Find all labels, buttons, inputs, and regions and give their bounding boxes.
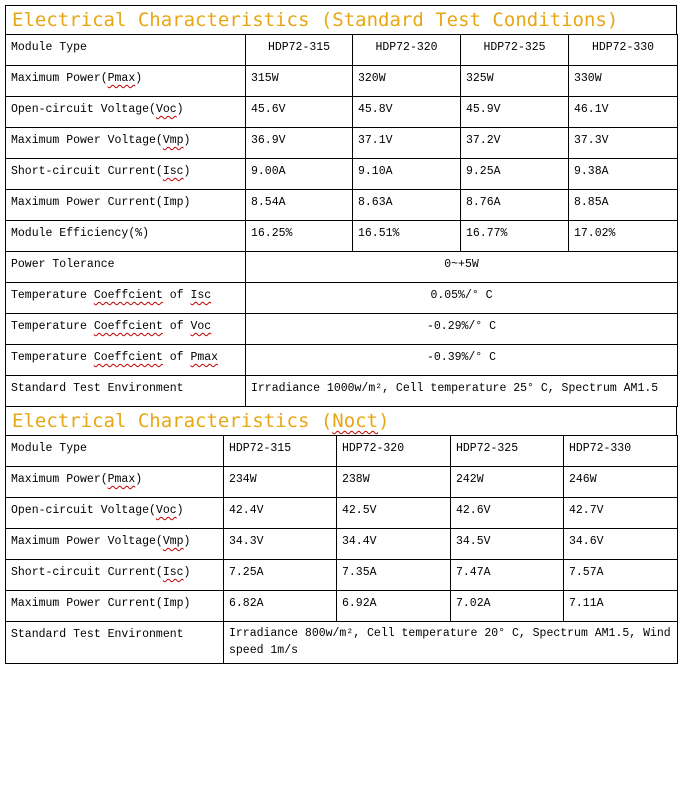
table-row	[6, 467, 678, 498]
model-cell: HDP72-315	[246, 35, 353, 66]
value-cell: 16.77%	[461, 221, 569, 252]
value-cell: 330W	[569, 66, 678, 97]
row-label: Maximum Power Voltage(Vmp)	[6, 128, 246, 159]
value-cell: 45.6V	[246, 97, 353, 128]
row-label: Temperature Coeffcient of Isc	[6, 283, 246, 314]
row-label: Module Efficiency(%)	[6, 221, 246, 252]
value-cell: 45.8V	[353, 97, 461, 128]
value-cell: 34.4V	[337, 529, 451, 560]
value-cell: 46.1V	[569, 97, 678, 128]
row-label: Open-circuit Voltage(Voc)	[6, 498, 224, 529]
table-row	[6, 190, 678, 221]
table-row	[6, 159, 678, 190]
model-cell: HDP72-330	[564, 436, 678, 467]
value-cell: 238W	[337, 467, 451, 498]
value-cell: 325W	[461, 66, 569, 97]
value-cell: 34.6V	[564, 529, 678, 560]
table-row	[6, 529, 678, 560]
value-cell: 6.92A	[337, 591, 451, 622]
table-row	[6, 498, 678, 529]
model-cell: HDP72-315	[224, 436, 337, 467]
merged-value-cell: 0~+5W	[246, 252, 678, 283]
stc-header-row	[6, 35, 678, 66]
row-label: Maximum Power(Pmax)	[6, 66, 246, 97]
table-row	[6, 283, 678, 314]
noct-header-row	[6, 436, 678, 467]
row-label: Maximum Power Current(Imp)	[6, 190, 246, 221]
value-cell: 42.7V	[564, 498, 678, 529]
value-cell: 45.9V	[461, 97, 569, 128]
model-cell: HDP72-330	[569, 35, 678, 66]
merged-value-cell: 0.05%/° C	[246, 283, 678, 314]
value-cell: 315W	[246, 66, 353, 97]
value-cell: 37.2V	[461, 128, 569, 159]
value-cell: 34.5V	[451, 529, 564, 560]
row-label: Short-circuit Current(Isc)	[6, 159, 246, 190]
value-cell: 8.76A	[461, 190, 569, 221]
value-cell: 7.57A	[564, 560, 678, 591]
row-label: Maximum Power Voltage(Vmp)	[6, 529, 224, 560]
table-row	[6, 252, 678, 283]
value-cell: 7.25A	[224, 560, 337, 591]
row-label: Standard Test Environment	[6, 622, 224, 664]
table-row	[6, 591, 678, 622]
value-cell: 36.9V	[246, 128, 353, 159]
environment-cell: Irradiance 1000w/m², Cell temperature 25° C, Spectrum AM1.5	[246, 376, 678, 407]
table-row	[6, 128, 678, 159]
value-cell: 242W	[451, 467, 564, 498]
value-cell: 7.35A	[337, 560, 451, 591]
merged-value-cell: -0.39%/° C	[246, 345, 678, 376]
value-cell: 37.1V	[353, 128, 461, 159]
value-cell: 34.3V	[224, 529, 337, 560]
value-cell: 17.02%	[569, 221, 678, 252]
value-cell: 9.10A	[353, 159, 461, 190]
value-cell: 7.47A	[451, 560, 564, 591]
row-label: Module Type	[6, 35, 246, 66]
value-cell: 16.25%	[246, 221, 353, 252]
row-label: Maximum Power Current(Imp)	[6, 591, 224, 622]
model-cell: HDP72-320	[337, 436, 451, 467]
table-row	[6, 66, 678, 97]
value-cell: 8.63A	[353, 190, 461, 221]
value-cell: 320W	[353, 66, 461, 97]
stc-section-title: Electrical Characteristics (Standard Test Conditions)	[5, 5, 677, 34]
row-label: Temperature Coeffcient of Voc	[6, 314, 246, 345]
row-label: Module Type	[6, 436, 224, 467]
table-row	[6, 345, 678, 376]
stc-table	[5, 34, 678, 407]
value-cell: 7.02A	[451, 591, 564, 622]
value-cell: 6.82A	[224, 591, 337, 622]
row-label: Short-circuit Current(Isc)	[6, 560, 224, 591]
value-cell: 42.6V	[451, 498, 564, 529]
value-cell: 8.85A	[569, 190, 678, 221]
row-label: Open-circuit Voltage(Voc)	[6, 97, 246, 128]
row-label: Power Tolerance	[6, 252, 246, 283]
value-cell: 234W	[224, 467, 337, 498]
value-cell: 9.38A	[569, 159, 678, 190]
table-row	[6, 314, 678, 345]
row-label: Standard Test Environment	[6, 376, 246, 407]
model-cell: HDP72-320	[353, 35, 461, 66]
merged-value-cell: -0.29%/° C	[246, 314, 678, 345]
value-cell: 42.4V	[224, 498, 337, 529]
row-label: Temperature Coeffcient of Pmax	[6, 345, 246, 376]
spec-sheet	[5, 5, 677, 664]
model-cell: HDP72-325	[451, 436, 564, 467]
environment-cell: Irradiance 800w/m², Cell temperature 20° C, Spectrum AM1.5, Wind speed 1m/s	[224, 622, 678, 664]
table-row	[6, 622, 678, 664]
row-label: Maximum Power(Pmax)	[6, 467, 224, 498]
table-row	[6, 560, 678, 591]
table-row	[6, 221, 678, 252]
noct-table	[5, 435, 678, 664]
value-cell: 7.11A	[564, 591, 678, 622]
table-row	[6, 97, 678, 128]
value-cell: 9.00A	[246, 159, 353, 190]
value-cell: 16.51%	[353, 221, 461, 252]
value-cell: 42.5V	[337, 498, 451, 529]
value-cell: 9.25A	[461, 159, 569, 190]
value-cell: 37.3V	[569, 128, 678, 159]
value-cell: 246W	[564, 467, 678, 498]
table-row	[6, 376, 678, 407]
model-cell: HDP72-325	[461, 35, 569, 66]
value-cell: 8.54A	[246, 190, 353, 221]
noct-section-title: Electrical Characteristics (Noct)	[5, 407, 677, 435]
